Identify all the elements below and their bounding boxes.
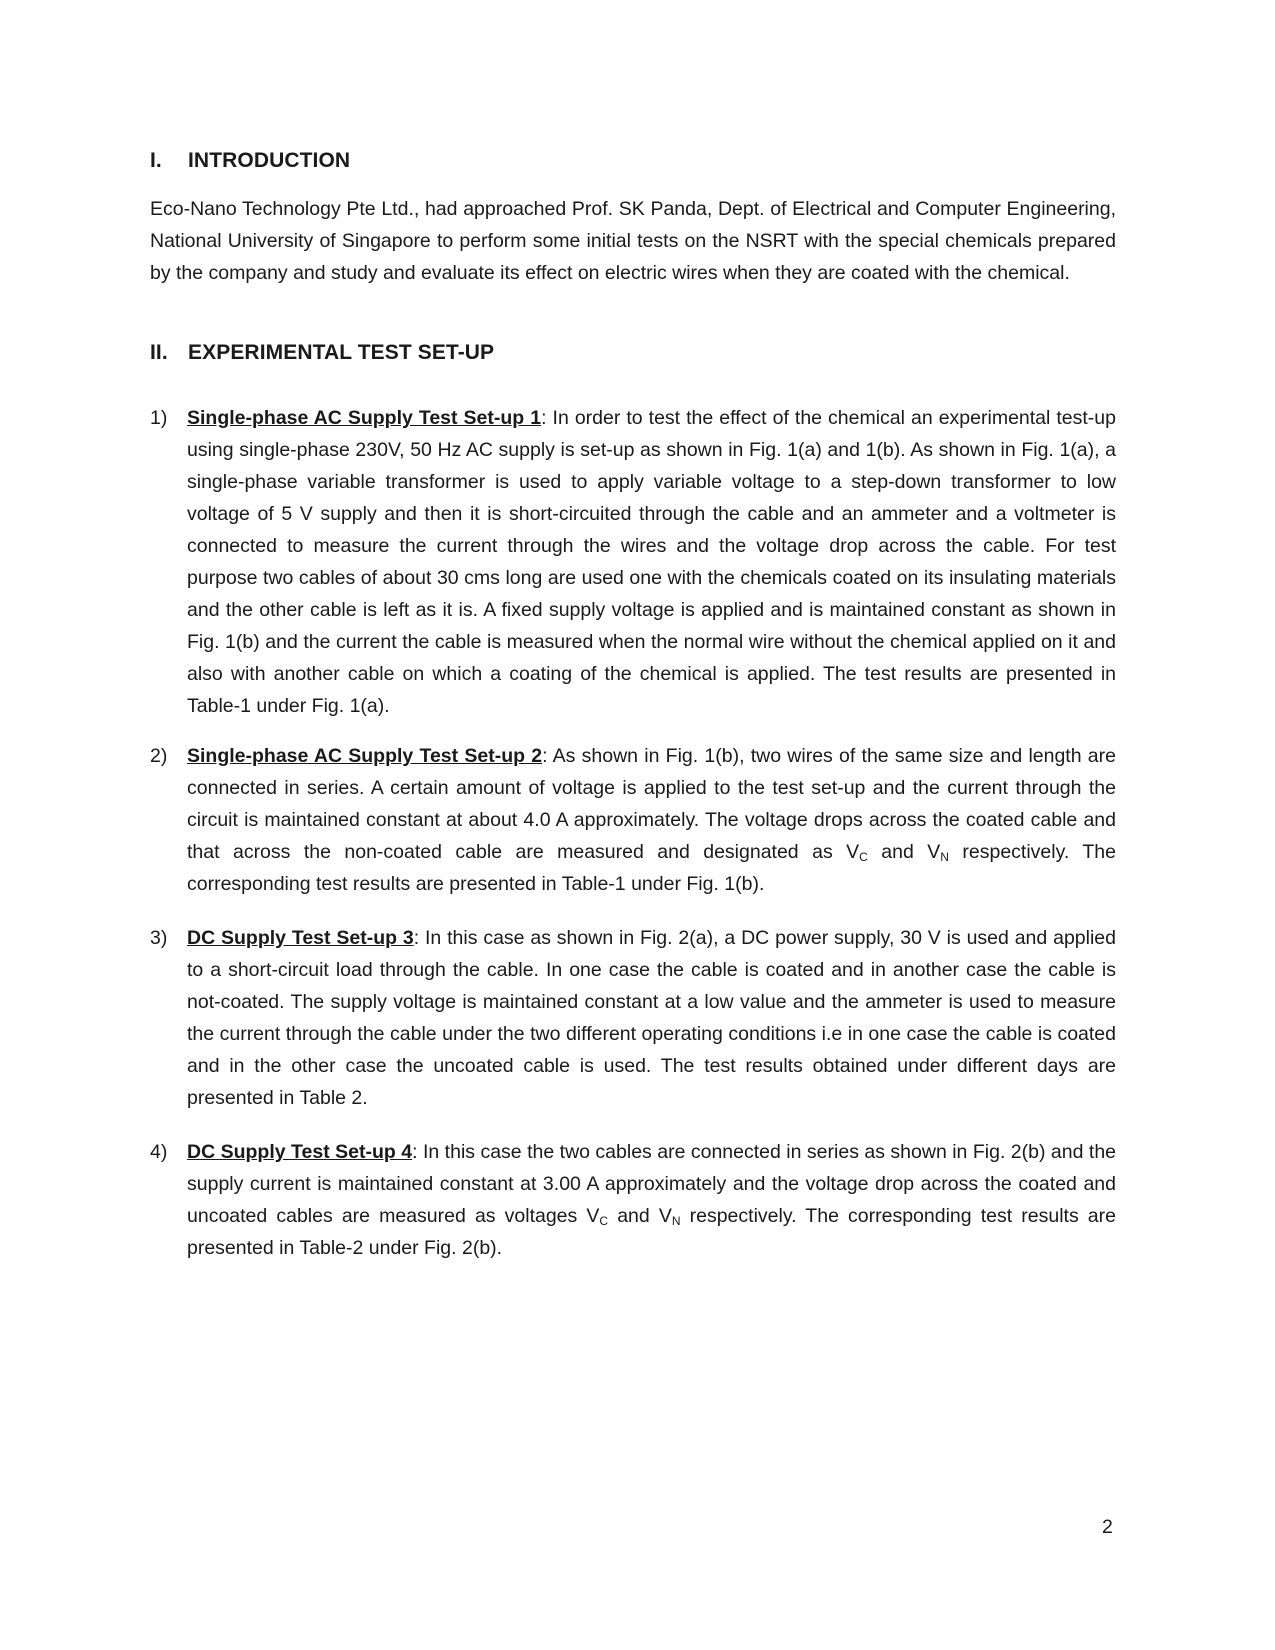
- introduction-paragraph: Eco-Nano Technology Pte Ltd., had approached Prof. SK Panda, Dept. of Electrical and Computer Engineering, National University of Singapore to perform some initial tests on the NSRT with the special chemicals prepared by the company and study and evaluate its effect on electric wires when they are coated with the chemical.: [150, 198, 1116, 284]
- item-text: : In this case as shown in Fig. 2(a), a DC power supply, 30 V is used and applied to a short-circuit load through the cable. In one case the cable is coated and in another case the cable is not-coated. The supply voltage is maintained constant at a low value and the ammeter is used to measure the current through the cable under the two different operating conditions i.e in one case the cable is coated and in the other case the uncoated cable is used. The test results obtained under different days are presented in Table 2.: [187, 927, 1116, 1109]
- section-title: INTRODUCTION: [188, 149, 351, 172]
- section-heading-introduction: [150, 149, 350, 173]
- list-item-setup-1: [150, 402, 1116, 722]
- list-marker: 3): [150, 927, 168, 949]
- list-marker: 4): [150, 1141, 168, 1163]
- section-number: II.: [150, 341, 168, 364]
- item-title: Single-phase AC Supply Test Set-up 2: [187, 745, 543, 767]
- subscript-c: C: [859, 850, 868, 864]
- list-item-setup-4: [150, 1136, 1116, 1264]
- item-text: and V: [608, 1205, 672, 1227]
- item-text: : In order to test the effect of the chemical an experimental test-up using single-phase 230V, 50 Hz AC supply is set-up as shown in Fig. 1(a) and 1(b). As shown in Fig. 1(a), a single-phase variable transformer is used to apply variable voltage to a step-down transformer to low voltage of 5 V supply and then it is short-circuited through the cable and an ammeter and a voltmeter is connected to measure the current through the wires and the voltage drop across the cable. For test purpose two cables of about 30 cms long are used one with the chemicals coated on its insulating materials and the other cable is left as it is. A fixed supply voltage is applied and is maintained constant as shown in Fig. 1(b) and the current the cable is measured when the normal wire without the chemical applied on it and also with another cable on which a coating of the chemical is applied. The test results are presented in Table-1 under Fig. 1(a).: [187, 407, 1116, 717]
- item-text: : As shown in Fig. 1(b), two wires of the same size and length are connected in series. A certain amount of voltage is applied to the test set-up and the current through the circuit is maintained constant at about 4.0 A approximately. The voltage drops across the coated cable and that across the non-coated cable are measured and designated as V: [187, 745, 1116, 863]
- list-item-body: [187, 402, 1116, 722]
- subscript-n: N: [671, 1214, 681, 1228]
- list-marker: 1): [150, 407, 168, 429]
- item-text: : In this case the two cables are connected in series as shown in Fig. 2(b) and the supply current is maintained constant at 3.00 A approximately and the voltage drop across the coated and uncoated cables are measured as voltages V: [187, 1141, 1117, 1227]
- list-item-body: [187, 1136, 1116, 1264]
- section-heading-experimental-setup: [150, 341, 494, 365]
- item-title: DC Supply Test Set-up 4: [187, 1141, 413, 1163]
- item-title: DC Supply Test Set-up 3: [187, 927, 414, 949]
- list-item-body: [187, 922, 1116, 1114]
- item-text: respectively. The corresponding test results are presented in Table-2 under Fig. 2(b).: [187, 1205, 1116, 1259]
- subscript-n: N: [940, 850, 949, 864]
- section-number: I.: [150, 149, 162, 172]
- list-item-setup-2: [150, 740, 1116, 900]
- item-text: and V: [867, 841, 941, 863]
- item-text: respectively. The corresponding test results are presented in Table-1 under Fig. 1(b).: [187, 841, 1116, 895]
- list-marker: 2): [150, 745, 168, 767]
- list-item-body: [187, 740, 1116, 900]
- list-item-setup-3: [150, 922, 1116, 1114]
- section-title: EXPERIMENTAL TEST SET-UP: [188, 341, 495, 364]
- item-title: Single-phase AC Supply Test Set-up 1: [187, 407, 542, 429]
- subscript-c: C: [599, 1214, 609, 1228]
- page-number: 2: [1102, 1516, 1113, 1538]
